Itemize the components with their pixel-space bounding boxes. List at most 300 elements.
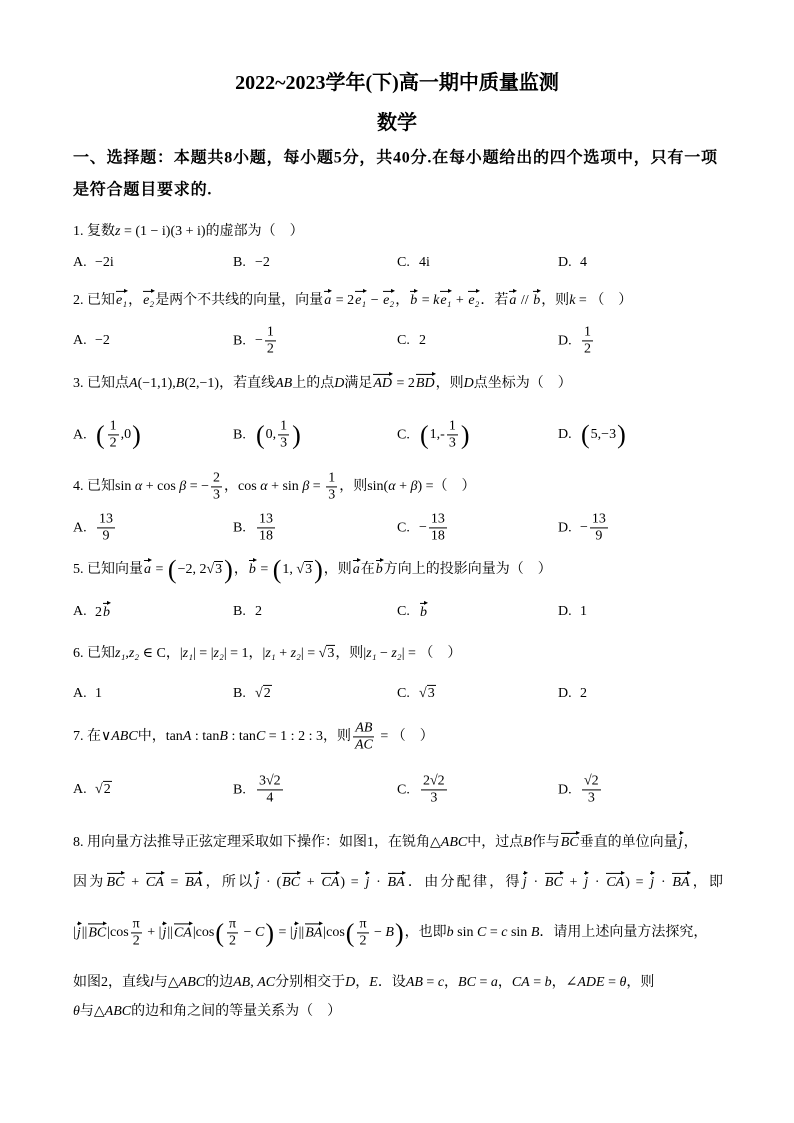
vector-symbol: j xyxy=(522,872,528,890)
vector-symbol: e₂ xyxy=(142,290,155,308)
option-c xyxy=(397,254,430,272)
text-run: ， xyxy=(551,974,566,990)
vector-symbol: j xyxy=(364,872,370,890)
large-parenthesis: ) xyxy=(460,420,470,449)
fraction xyxy=(582,773,601,806)
option-label: A. xyxy=(73,781,87,797)
question-8-line-5 xyxy=(73,1003,341,1021)
math-text: || xyxy=(298,925,305,941)
text-run: 上的点 xyxy=(292,375,335,391)
option-content xyxy=(255,603,262,621)
fraction xyxy=(326,470,337,503)
math-italic: α xyxy=(260,479,268,495)
option-content xyxy=(255,324,278,357)
large-parenthesis: ) xyxy=(292,420,301,449)
math-text: + xyxy=(275,645,291,661)
option-content xyxy=(419,332,426,350)
math-text: : tan xyxy=(191,729,220,745)
large-parenthesis: ( xyxy=(256,420,265,449)
denominator: 18 xyxy=(259,528,273,544)
numerator: √2 xyxy=(582,773,601,790)
math-italic: b xyxy=(446,925,454,941)
text-run: 1. 复数 xyxy=(73,223,115,239)
math-text: = xyxy=(475,974,491,990)
math-text: = xyxy=(309,479,325,495)
math-text: ,0 xyxy=(120,427,132,443)
denominator: 2 xyxy=(109,435,117,451)
math-text: ) = xyxy=(625,874,650,890)
text-run: ，则 xyxy=(322,729,351,745)
math-italic: β xyxy=(179,479,187,495)
option-c xyxy=(397,602,428,622)
text-run: 是两个不共线的向量，向量 xyxy=(155,292,324,308)
text-run: （ ） xyxy=(433,479,476,495)
math-text: ) = xyxy=(340,874,365,890)
subject-title: 数学 xyxy=(377,112,417,134)
math-text: + xyxy=(125,874,145,890)
question-8-line-2 xyxy=(73,872,723,892)
math-italic: AB xyxy=(275,375,293,391)
option-label: A. xyxy=(73,254,87,270)
option-label: D. xyxy=(558,426,572,442)
math-italic: B xyxy=(175,375,185,391)
math-text: 2 xyxy=(580,685,587,701)
denominator: AC xyxy=(354,737,373,753)
vector-symbol: b xyxy=(102,602,111,620)
vector-symbol: b xyxy=(532,290,541,308)
text-run: 的虚部为（ ） xyxy=(205,223,304,239)
text-run: 与△ xyxy=(153,974,179,990)
denominator: 18 xyxy=(430,528,445,544)
vector-symbol: e₁ xyxy=(439,290,452,308)
option-label: C. xyxy=(397,426,410,442)
numerator: π xyxy=(131,916,142,933)
option-content xyxy=(255,254,270,272)
numerator: 2 xyxy=(211,470,222,487)
option-label: D. xyxy=(558,603,572,619)
math-italic: C xyxy=(254,925,265,941)
text-run: ，则 xyxy=(335,645,364,661)
math-italic: z₁ xyxy=(115,645,126,661)
square-root xyxy=(419,685,436,703)
math-text: = − xyxy=(186,479,210,495)
option-c xyxy=(397,332,426,350)
math-text: | = | xyxy=(193,645,214,661)
math-text: | xyxy=(363,645,367,661)
text-run: 3. 已知点 xyxy=(73,375,129,391)
math-text: 2 xyxy=(95,604,102,620)
text-run: ，也即 xyxy=(404,925,447,941)
text-run: 垂直的单位向量 xyxy=(579,834,678,850)
radicand: 3 xyxy=(305,562,313,578)
math-text: − xyxy=(367,292,383,308)
option-content xyxy=(580,254,587,272)
math-text: + xyxy=(395,479,411,495)
fraction xyxy=(108,418,119,451)
option-content xyxy=(419,418,471,451)
math-italic: C xyxy=(255,729,266,745)
large-parenthesis: ( xyxy=(215,918,224,947)
option-content xyxy=(255,773,285,806)
math-text: 0, xyxy=(265,427,277,443)
option-content xyxy=(419,254,430,272)
math-text: − xyxy=(376,645,392,661)
radicand: 2 xyxy=(263,685,271,701)
math-text: = xyxy=(376,729,392,745)
question-1-stem xyxy=(73,223,304,241)
option-a xyxy=(73,254,114,272)
math-text: 1 xyxy=(580,603,587,619)
numerator: 1 xyxy=(326,470,337,487)
option-label: D. xyxy=(558,781,572,797)
option-d xyxy=(558,685,587,703)
denominator: 9 xyxy=(102,528,110,544)
math-text: · xyxy=(589,874,606,890)
denominator: 2 xyxy=(266,341,274,357)
math-text: // xyxy=(517,292,533,308)
text-run: 的边 xyxy=(205,974,234,990)
numerator: π xyxy=(227,916,238,933)
question-2-stem xyxy=(73,290,632,310)
text-run: 作与 xyxy=(531,834,560,850)
math-text: = xyxy=(529,974,545,990)
text-run: 方向上的投影向量为（ ） xyxy=(383,562,552,578)
math-italic: E xyxy=(369,974,378,990)
math-italic: α xyxy=(134,479,143,495)
math-text: + xyxy=(301,874,321,890)
numerator: 1 xyxy=(582,324,593,341)
math-text: |cos xyxy=(107,925,129,941)
vector-symbol: BC xyxy=(106,872,126,890)
option-label: D. xyxy=(558,254,572,270)
radicand: 3 xyxy=(327,645,335,661)
math-italic: ABC xyxy=(104,1003,132,1019)
option-c xyxy=(397,511,449,544)
math-italic: BC xyxy=(458,974,476,990)
text-run: ，则 xyxy=(323,562,352,578)
fraction xyxy=(131,916,142,949)
vector-symbol: a xyxy=(508,290,517,308)
option-b xyxy=(233,685,272,703)
vector-symbol: BD xyxy=(415,373,436,391)
denominator: 2 xyxy=(229,933,237,949)
numerator: 1 xyxy=(108,418,119,435)
text-run: ．由分配律，得 xyxy=(405,874,522,890)
vector-symbol: b xyxy=(248,559,257,577)
option-a xyxy=(73,418,142,451)
math-text: || xyxy=(167,925,173,941)
option-d xyxy=(558,254,587,272)
radicand: 2 xyxy=(103,781,111,797)
fraction xyxy=(353,720,375,753)
math-italic: c xyxy=(501,925,508,941)
math-text: = 2 xyxy=(393,375,415,391)
numerator: 1 xyxy=(265,324,276,341)
question-5-stem xyxy=(73,557,552,583)
numerator: 1 xyxy=(278,418,289,435)
exam-title: 2022~2023学年(下)高一期中质量监测 xyxy=(235,72,559,94)
vector-symbol: CA xyxy=(605,872,625,890)
math-italic: AB xyxy=(405,974,423,990)
large-parenthesis: ) xyxy=(265,918,274,947)
large-parenthesis: ) xyxy=(394,918,404,947)
math-text: (2,−1) xyxy=(184,375,220,391)
math-text: || xyxy=(81,925,88,941)
option-content xyxy=(95,685,102,703)
math-italic: C xyxy=(477,925,487,941)
text-run: 2. 已知 xyxy=(73,292,115,308)
math-text: | = xyxy=(300,645,319,661)
math-text: · xyxy=(655,874,672,890)
option-d xyxy=(558,324,595,357)
radicand: 3 xyxy=(427,685,435,701)
text-run: 中，过点 xyxy=(467,834,524,850)
math-text: | xyxy=(73,925,76,941)
option-label: B. xyxy=(233,685,246,701)
math-text: 2 xyxy=(255,603,262,619)
math-text: −2, 2 xyxy=(177,562,207,578)
text-run: ，则 xyxy=(435,375,464,391)
fraction xyxy=(211,470,222,503)
square-root xyxy=(296,561,313,579)
option-label: C. xyxy=(397,685,410,701)
text-run: ，则 xyxy=(541,292,570,308)
fraction xyxy=(257,773,283,806)
square-root xyxy=(95,781,112,799)
option-d xyxy=(558,773,603,806)
vector-symbol: a xyxy=(352,559,361,577)
math-italic: θ xyxy=(619,974,627,990)
text-run: 满足 xyxy=(344,375,373,391)
text-run: ， xyxy=(128,292,143,308)
fraction xyxy=(582,324,593,357)
math-text: cos xyxy=(238,479,261,495)
math-text: − xyxy=(255,333,263,349)
large-parenthesis: ) xyxy=(132,420,141,449)
math-text: + cos xyxy=(142,479,180,495)
large-parenthesis: ( xyxy=(167,555,177,584)
math-text: = 2 xyxy=(332,292,355,308)
option-label: D. xyxy=(558,519,572,535)
numerator: 3√2 xyxy=(257,773,283,790)
math-text: sin( xyxy=(367,479,389,495)
option-c xyxy=(397,685,436,703)
math-italic: z xyxy=(115,223,121,239)
math-text: = xyxy=(256,562,272,578)
math-text: |cos xyxy=(192,925,215,941)
vector-symbol: a xyxy=(143,559,152,577)
large-parenthesis: ( xyxy=(96,420,105,449)
large-parenthesis: ) xyxy=(224,555,233,584)
option-content xyxy=(419,602,428,622)
math-text: = xyxy=(604,974,620,990)
large-parenthesis: ( xyxy=(345,918,355,947)
math-italic: CA xyxy=(511,974,530,990)
text-run: ， xyxy=(233,562,248,578)
text-run: 4. 已知 xyxy=(73,479,115,495)
vector-symbol: j xyxy=(583,872,589,890)
text-run: 在 xyxy=(360,562,375,578)
math-italic: z₂ xyxy=(290,645,301,661)
option-label: C. xyxy=(397,254,410,270)
denominator: 4 xyxy=(266,790,274,806)
denominator: 2 xyxy=(359,933,367,949)
math-italic: z₁ xyxy=(182,645,193,661)
text-run: ．请用上述向量方法探究， xyxy=(539,925,708,941)
math-text: 2 xyxy=(419,332,426,348)
option-b xyxy=(233,324,278,357)
numerator: π xyxy=(357,916,368,933)
math-italic: l xyxy=(150,974,154,990)
text-run: ， xyxy=(224,479,239,495)
square-root xyxy=(206,561,223,579)
vector-symbol: BA xyxy=(184,872,203,890)
math-italic: z₂ xyxy=(128,645,140,661)
math-text: = xyxy=(422,974,438,990)
option-content xyxy=(419,511,449,544)
radicand: 3 xyxy=(215,562,223,578)
denominator: 9 xyxy=(595,528,603,544)
square-root xyxy=(319,645,336,663)
denominator: 3 xyxy=(280,435,288,451)
section-heading-line-2: 是符合题目要求的. xyxy=(73,181,213,199)
text-run: ， xyxy=(248,645,263,661)
denominator: 2 xyxy=(132,933,140,949)
math-italic: k xyxy=(569,292,576,308)
large-parenthesis: ( xyxy=(581,420,590,449)
vector-symbol: b xyxy=(375,559,384,577)
text-run: ，所以 xyxy=(203,874,255,890)
option-label: B. xyxy=(233,781,246,797)
option-b xyxy=(233,418,302,451)
math-italic: AC xyxy=(257,974,276,990)
math-text: · ( xyxy=(260,874,282,890)
math-italic: ADE xyxy=(577,974,605,990)
text-run: 7. 在 xyxy=(73,729,101,745)
option-content xyxy=(95,254,114,272)
math-text: + sin xyxy=(267,479,303,495)
option-label: B. xyxy=(233,519,246,535)
denominator: 3 xyxy=(430,790,438,806)
large-parenthesis: ( xyxy=(420,420,429,449)
option-label: B. xyxy=(233,603,246,619)
option-d xyxy=(558,422,627,448)
vector-symbol: j xyxy=(254,872,260,890)
text-run: 5. 已知向量 xyxy=(73,562,143,578)
math-italic: a xyxy=(490,974,498,990)
math-text: = xyxy=(164,874,185,890)
text-run: （ ） xyxy=(590,292,633,308)
math-text: − xyxy=(240,925,255,941)
large-parenthesis: ( xyxy=(272,555,282,584)
option-content xyxy=(95,418,142,451)
option-label: B. xyxy=(233,254,246,270)
denominator: 3 xyxy=(587,790,595,806)
math-text: 1,- xyxy=(429,427,445,443)
vector-symbol: BA xyxy=(304,922,323,940)
fraction xyxy=(278,418,289,451)
option-label: C. xyxy=(397,781,410,797)
numerator: AB xyxy=(353,720,374,737)
text-run: 因为 xyxy=(73,874,106,890)
option-content xyxy=(580,422,627,448)
math-text: − xyxy=(419,520,427,536)
large-parenthesis: ) xyxy=(617,420,626,449)
math-italic: B xyxy=(219,729,228,745)
option-label: C. xyxy=(397,519,410,535)
math-text: = 1 : 2 : 3 xyxy=(265,729,323,745)
large-parenthesis: ) xyxy=(314,555,323,584)
option-label: A. xyxy=(73,332,87,348)
math-italic: α xyxy=(388,479,396,495)
text-run: ， xyxy=(165,645,180,661)
math-italic: β xyxy=(302,479,310,495)
math-text: sin xyxy=(453,925,477,941)
math-italic: β xyxy=(410,479,418,495)
vector-symbol: CA xyxy=(145,872,165,890)
vector-symbol: b xyxy=(409,290,418,308)
option-content xyxy=(580,324,595,357)
vector-symbol: CA xyxy=(173,922,193,940)
vector-symbol: BA xyxy=(671,872,690,890)
math-text: , xyxy=(125,645,129,661)
math-text: = (1 − i)(3 + i) xyxy=(120,223,206,239)
math-italic: D xyxy=(463,375,474,391)
math-text: | xyxy=(262,645,266,661)
fraction xyxy=(447,418,458,451)
math-italic: AB xyxy=(233,974,251,990)
option-a xyxy=(73,602,111,622)
math-text: ∠ xyxy=(565,974,578,990)
option-content xyxy=(580,773,603,806)
option-a xyxy=(73,781,112,799)
option-label: A. xyxy=(73,685,87,701)
vector-symbol: e₁ xyxy=(354,290,367,308)
numerator: 1 xyxy=(447,418,458,435)
numerator: 13 xyxy=(590,511,608,528)
question-8-line-1 xyxy=(73,832,698,852)
math-italic: z₁ xyxy=(265,645,276,661)
numerator: 2√2 xyxy=(421,773,447,790)
vector-symbol: j xyxy=(678,832,684,850)
math-italic: A xyxy=(129,375,138,391)
fraction xyxy=(257,511,275,544)
question-8-line-3 xyxy=(73,916,707,949)
math-text: sin xyxy=(115,479,135,495)
text-run: ．设 xyxy=(377,974,406,990)
math-italic: z₁ xyxy=(366,645,377,661)
math-italic: z₂ xyxy=(391,645,402,661)
option-d xyxy=(558,603,587,621)
option-content xyxy=(255,418,302,451)
option-content xyxy=(255,511,277,544)
option-a xyxy=(73,511,117,544)
math-text: −2 xyxy=(255,254,270,270)
denominator: 3 xyxy=(448,435,456,451)
vector-symbol: j xyxy=(161,922,167,940)
section-heading-line-1: 一、选择题：本题共8小题，每小题5分，共40分.在每小题给出的四个选项中，只有一项 xyxy=(73,149,718,167)
math-text: 4 xyxy=(580,254,587,270)
option-label: C. xyxy=(397,332,410,348)
fraction xyxy=(97,511,115,544)
math-text: tan xyxy=(165,729,183,745)
vector-symbol: j xyxy=(649,872,655,890)
square-root xyxy=(255,685,272,703)
text-run: ， xyxy=(355,974,370,990)
math-italic: D xyxy=(334,375,345,391)
text-run: ， xyxy=(683,834,698,850)
text-run: （ ） xyxy=(391,729,434,745)
